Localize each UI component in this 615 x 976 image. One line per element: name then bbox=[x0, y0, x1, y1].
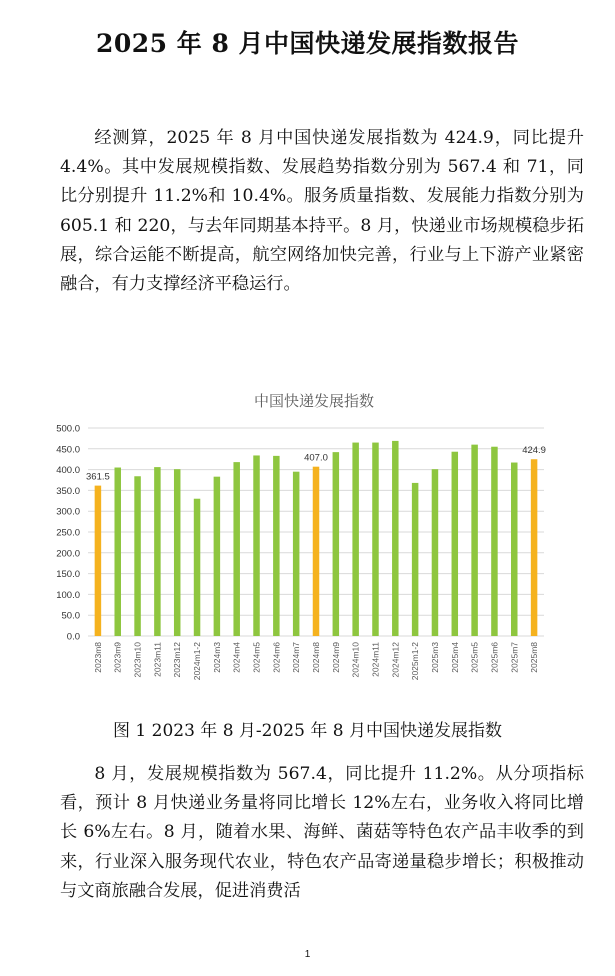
bar-2025m3 bbox=[432, 469, 439, 636]
x-tick-label: 2024m3 bbox=[211, 642, 222, 673]
y-tick-label: 150.0 bbox=[56, 569, 80, 581]
bar-2024m6 bbox=[273, 456, 280, 636]
x-tick-label: 2024m4 bbox=[231, 642, 242, 673]
x-tick-label: 2024m8 bbox=[311, 642, 321, 673]
y-tick-label: 500.0 bbox=[56, 423, 80, 435]
x-tick-label: 2023m8 bbox=[92, 642, 103, 673]
x-tick-label: 2023m11 bbox=[152, 642, 163, 677]
bar-2024m7 bbox=[293, 472, 300, 636]
x-tick-label: 2023m9 bbox=[112, 642, 123, 673]
x-tick-label: 2025m4 bbox=[449, 642, 460, 673]
bar-2024m4 bbox=[233, 462, 240, 636]
chart-container bbox=[44, 386, 584, 692]
x-tick-label: 2024m12 bbox=[390, 642, 401, 678]
bar-2024m1-2 bbox=[194, 499, 201, 636]
y-tick-label: 250.0 bbox=[56, 527, 80, 539]
report-title: 2025 年 8 月中国快递发展指数报告 bbox=[95, 29, 520, 58]
y-tick-label: 50.0 bbox=[61, 610, 80, 622]
x-tick-label: 2024m1-2 bbox=[192, 642, 203, 681]
bar-2023m12 bbox=[174, 469, 181, 636]
x-tick-label: 2025m1-2 bbox=[410, 642, 421, 681]
data-label-2025m8: 424.9 bbox=[522, 445, 546, 457]
bar-2023m9 bbox=[114, 468, 121, 636]
x-tick-label: 2025m5 bbox=[469, 642, 480, 673]
bar-2024m8 bbox=[313, 467, 320, 636]
y-tick-label: 300.0 bbox=[56, 506, 80, 518]
bar-2024m12 bbox=[392, 441, 399, 636]
x-tick-label: 2024m7 bbox=[291, 642, 302, 673]
paragraph-intro: 经测算，2025 年 8 月中国快递发展指数为 424.9，同比提升 4.4%。其中发展规模指数、发展趋势指数分别为 567.4 和 71，同比分别提升 11.2%和 10.4%。服务质量指数、发展能力指数分别为 605.1 和 220，与去年同期基本持平。8 月，快递业市场规模稳步拓展，综合运能不断提高，航空网络加快完善，行业与上下游产业紧密融合，有力支撑经济平稳运行。 bbox=[60, 128, 584, 295]
bar-2023m10 bbox=[134, 476, 141, 636]
x-tick-label: 2024m11 bbox=[370, 642, 381, 677]
x-tick-label: 2024m10 bbox=[350, 642, 361, 678]
bar-2024m11 bbox=[372, 443, 379, 636]
x-tick-label: 2023m12 bbox=[172, 642, 183, 678]
bar-2025m6 bbox=[491, 447, 498, 636]
page-number: 1 bbox=[304, 949, 311, 960]
data-label-2023m8: 361.5 bbox=[86, 471, 110, 483]
bar-2024m5 bbox=[253, 455, 259, 636]
x-tick-label: 2023m10 bbox=[132, 642, 143, 678]
figure-caption: 图 1 2023 年 8 月-2025 年 8 月中国快递发展指数 bbox=[113, 721, 502, 741]
y-tick-label: 450.0 bbox=[56, 444, 80, 456]
y-tick-label: 100.0 bbox=[56, 589, 80, 601]
bar-2025m1-2 bbox=[412, 483, 419, 636]
bar-chart bbox=[44, 386, 584, 692]
bar-2024m3 bbox=[214, 477, 221, 636]
y-tick-label: 350.0 bbox=[56, 485, 80, 497]
x-tick-label: 2024m9 bbox=[330, 642, 341, 673]
chart-title: 中国快递发展指数 bbox=[253, 392, 374, 410]
bar-2023m11 bbox=[154, 467, 161, 636]
paragraph-scale: 8 月，发展规模指数为 567.4，同比提升 11.2%。从分项指标看，预计 8 月快递业务量将同比增长 12%左右，业务收入将同比增长 6%左右。8 月，随着水果、海鲜、菌菇等特色农产品丰收季的到来，行业深入服务现代农业，特色农产品寄递量稳步增长；积极推动与文商旅融合发展，促进消费活 bbox=[60, 764, 584, 901]
bar-2025m5 bbox=[471, 445, 478, 636]
bar-2025m8 bbox=[531, 459, 538, 636]
x-tick-label: 2025m6 bbox=[489, 642, 500, 673]
x-tick-label: 2024m5 bbox=[251, 642, 262, 673]
y-tick-label: 400.0 bbox=[56, 465, 80, 477]
bar-2025m7 bbox=[511, 463, 518, 636]
x-tick-label: 2025m3 bbox=[429, 642, 440, 673]
y-tick-label: 200.0 bbox=[56, 548, 80, 560]
bar-2024m9 bbox=[333, 452, 340, 636]
bar-2023m8 bbox=[95, 486, 102, 636]
y-tick-label: 0.0 bbox=[66, 631, 80, 643]
data-label-2024m8: 407.0 bbox=[304, 452, 328, 464]
bar-2025m4 bbox=[452, 452, 459, 636]
x-tick-label: 2024m6 bbox=[271, 642, 282, 673]
x-tick-label: 2025m8 bbox=[529, 642, 540, 673]
x-tick-label: 2025m7 bbox=[509, 642, 520, 673]
bar-2024m10 bbox=[352, 443, 359, 636]
